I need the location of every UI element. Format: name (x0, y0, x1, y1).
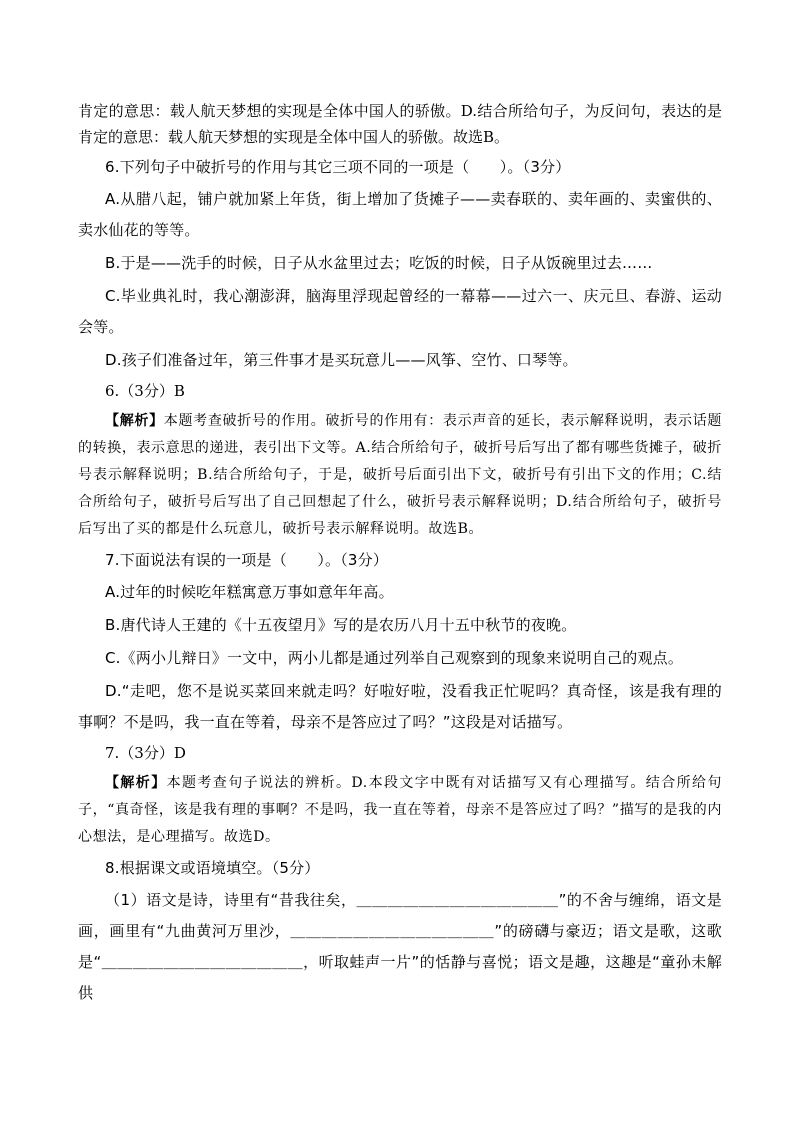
answer-7: 7.（3分）D (105, 744, 186, 762)
answer-6: 6.（3分）B (105, 382, 185, 400)
document-body (78, 98, 722, 1011)
question-8-part-1: （1）语文是诗，诗里有“昔我往矣，＿＿＿＿＿＿＿＿＿＿＿＿＿”的不舍与缠绵，语文是画，画里有“九曲黄河万里沙，＿＿＿＿＿＿＿＿＿＿＿＿＿”的磅礴与豪迈；语文是歌，这歌是“＿＿＿＿＿＿＿＿＿＿＿＿＿，听取蛙声一片”的恬静与喜悦；语文是趣，这趣是“童孙未解供 (78, 891, 722, 1002)
question-6-option-c: C.毕业典礼时，我心潮澎湃，脑海里浮现起曾经的一幕幕——过六一、庆元旦、春游、运动会等。 (78, 287, 722, 336)
question-6: 6.下列句子中破折号的作用与其它三项不同的一项是（ ）。（3分） (105, 158, 571, 176)
explanation-label: 【解析】 (105, 413, 164, 429)
question-8: 8.根据课文或语境填空。（5分） (105, 859, 320, 877)
question-6-option-b: B.于是——洗手的时候，日子从水盆里过去；吃饭的时候，日子从饭碗里过去…… (105, 254, 653, 272)
explanation-6 (78, 408, 722, 543)
paragraph-q5-explanation-end: 肯定的意思：载人航天梦想的实现是全体中国人的骄傲。D.结合所给句子，为反问句，表达的是肯定的意思：载人航天梦想的实现是全体中国人的骄傲。故选B。 (78, 102, 722, 146)
question-7-option-d: D.“走吧，您不是说买菜回来就走吗？好啦好啦，没看我正忙呢吗？真奇怪，该是我有理的事啊？不是吗，我一直在等着，母亲不是答应过了吗？”这段是对话描写。 (78, 682, 722, 731)
question-7-option-a: A.过年的时候吃年糕寓意万事如意年年高。 (105, 583, 394, 601)
question-7-option-c: C.《两小儿辩日》一文中，两小儿都是通过列举自己观察到的现象来说明自己的观点。 (105, 649, 684, 667)
explanation-6-text: 本题考查破折号的作用。破折号的作用有：表示声音的延长，表示解释说明，表示话题的转换，表示意思的递进，表引出下文等。A.结合所给句子，破折号后写出了都有哪些货摊子，破折号表示解释说明；B.结合所给句子，于是，破折号后面引出下文，破折号有引出下文的作用；C.结合所给句子，破折号后写出了自己回想起了什么，破折号表示解释说明；D.结合所给句子，破折号后写出了买的都是什么玩意儿，破折号表示解释说明。故选B。 (78, 413, 722, 537)
explanation-label: 【解析】 (105, 775, 167, 791)
question-6-option-d: D.孩子们准备过年，第三件事才是买玩意儿——风筝、空竹、口琴等。 (105, 351, 578, 369)
question-7: 7.下面说法有误的一项是（ ）。（3分） (105, 551, 389, 569)
question-6-option-a: A.从腊八起，铺户就加紧上年货，街上增加了货摊子——卖春联的、卖年画的、卖蜜供的、卖水仙花的等等。 (78, 190, 722, 239)
explanation-7 (78, 770, 722, 851)
explanation-7-text: 本题考查句子说法的辨析。D.本段文字中既有对话描写又有心理描写。结合所给句子，“真奇怪，该是我有理的事啊？不是吗，我一直在等着，母亲不是答应过了吗？”描写的是我的内心想法，是心理描写。故选D。 (78, 775, 722, 845)
question-7-option-b: B.唐代诗人王建的《十五夜望月》写的是农历八月十五中秋节的夜晚。 (105, 616, 577, 634)
